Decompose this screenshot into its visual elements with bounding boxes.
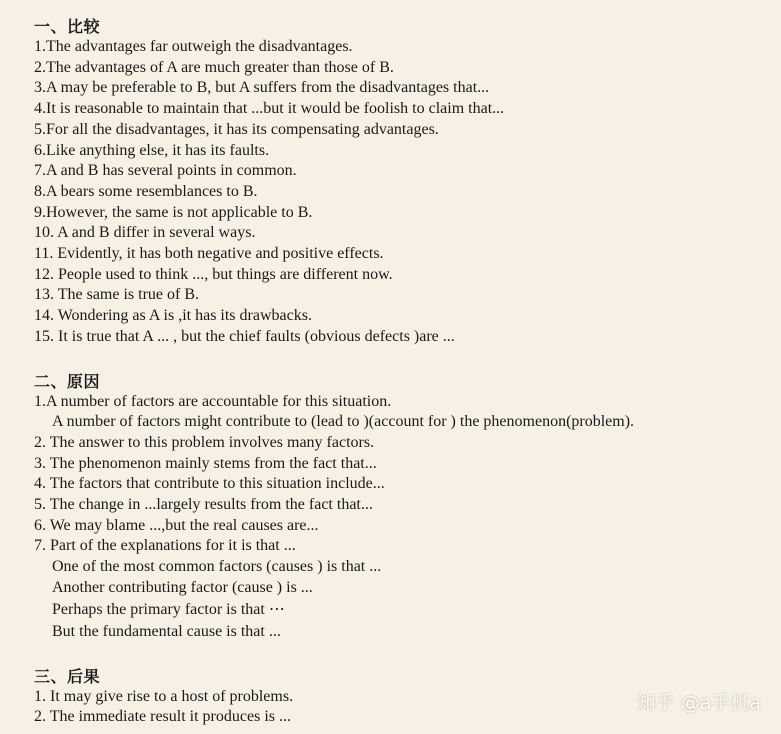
list-item: 15. It is true that A ... , but the chief faults (obvious defects )are ... (34, 328, 455, 345)
list-item: 10. A and B differ in several ways. (34, 224, 256, 241)
list-item: 11. Evidently, it has both negative and positive effects. (34, 245, 384, 262)
list-item: 14. Wondering as A is ,it has its drawbacks. (34, 307, 312, 324)
list-item: 9.However, the same is not applicable to B. (34, 204, 313, 221)
list-item: 7. Part of the explanations for it is that ... (34, 537, 296, 554)
list-item: 7.A and B has several points in common. (34, 162, 297, 179)
list-item: 5. The change in ...largely results from the fact that... (34, 496, 373, 513)
list-item: 12. People used to think ..., but things are different now. (34, 266, 393, 283)
list-item: 3. The phenomenon mainly stems from the fact that... (34, 455, 377, 472)
list-item: 8.A bears some resemblances to B. (34, 183, 258, 200)
list-item: 6.Like anything else, it has its faults. (34, 142, 270, 159)
list-item: 2. The answer to this problem involves many factors. (34, 434, 375, 451)
list-item: A number of factors might contribute to (lead to )(account for ) the phenomenon(problem). (52, 413, 635, 430)
list-item: 4.It is reasonable to maintain that ...but it would be foolish to claim that... (34, 100, 505, 117)
list-item: 3.A may be preferable to B, but A suffers from the disadvantages that... (34, 79, 490, 96)
list-item: But the fundamental cause is that ... (52, 623, 281, 640)
section-heading-consequences: 三、后果 (34, 667, 101, 686)
list-item: 6. We may blame ...,but the real causes are... (34, 517, 319, 534)
list-item: 1. It may give rise to a host of problems. (34, 688, 294, 705)
list-item: 13. The same is true of B. (34, 286, 200, 303)
section-heading-causes: 二、原因 (34, 372, 101, 391)
list-item: Perhaps the primary factor is that ⋯ (52, 601, 285, 618)
list-item: 2.The advantages of A are much greater than those of B. (34, 59, 394, 76)
list-item: One of the most common factors (causes ) is that ... (52, 558, 382, 575)
list-item: 1.The advantages far outweigh the disadvantages. (34, 38, 353, 55)
list-item: 4. The factors that contribute to this situation include... (34, 475, 385, 492)
zhihu-watermark: 知乎 @a手机a (636, 692, 761, 714)
section-heading-comparison: 一、比较 (34, 17, 101, 36)
list-item: 5.For all the disadvantages, it has its compensating advantages. (34, 121, 439, 138)
list-item: 2. The immediate result it produces is ... (34, 708, 291, 725)
list-item: Another contributing factor (cause ) is ... (52, 579, 313, 596)
list-item: 1.A number of factors are accountable for this situation. (34, 393, 392, 410)
